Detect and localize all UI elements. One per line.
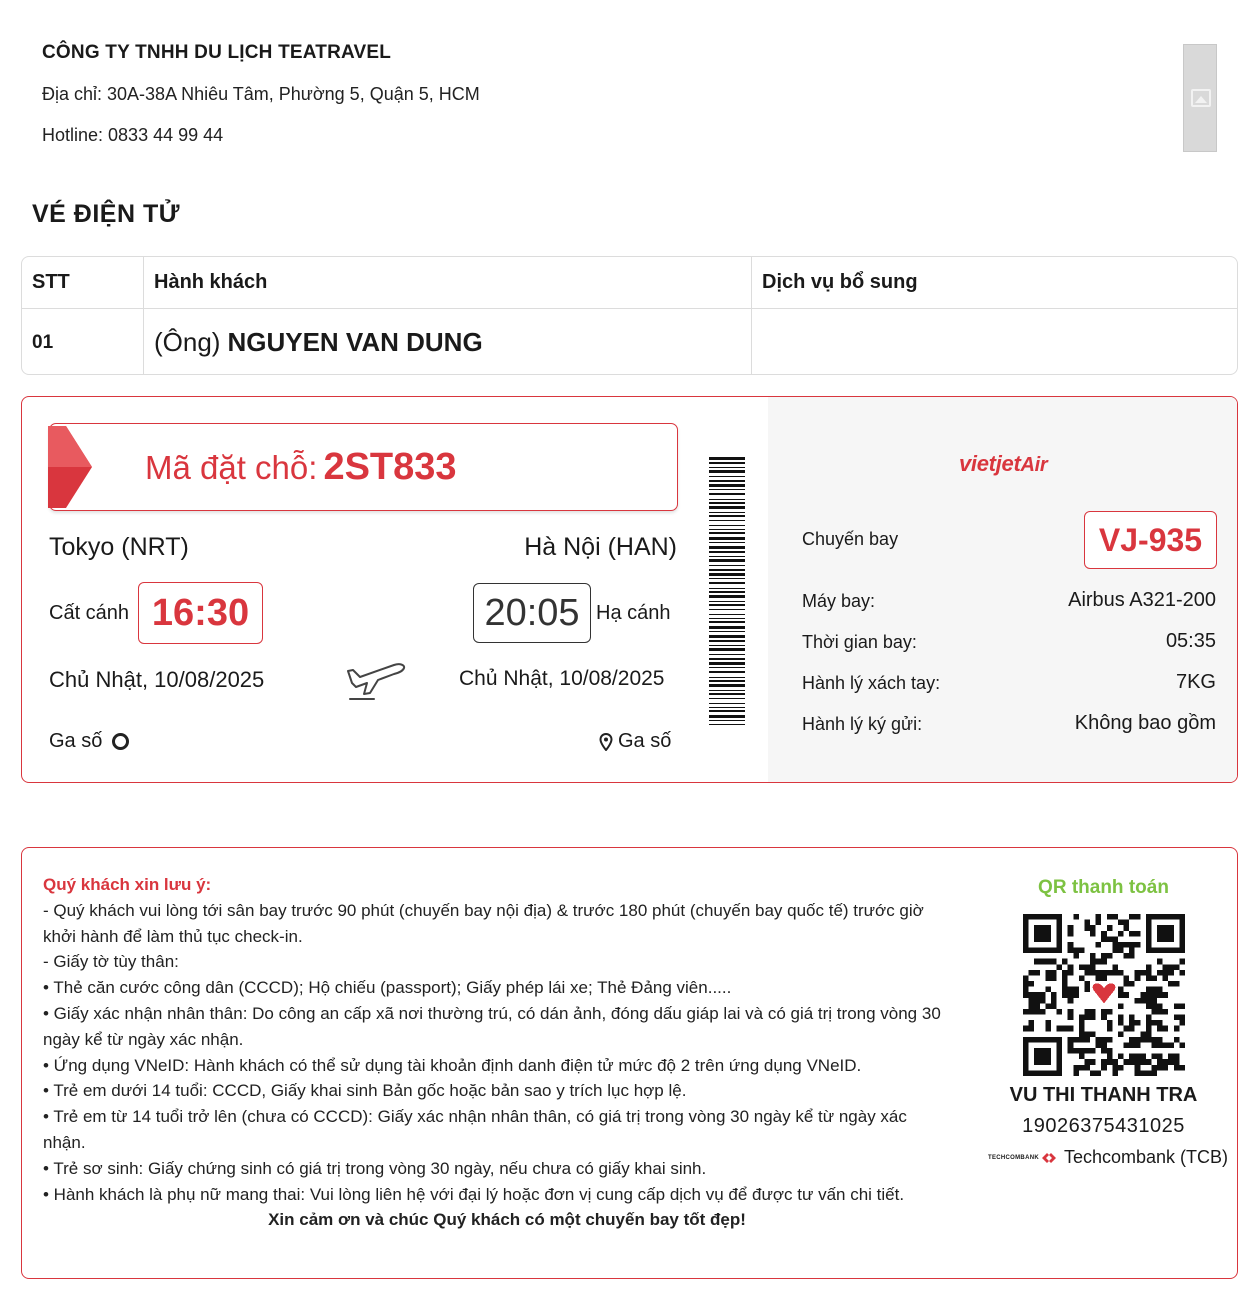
checked-baggage-value: Không bao gồm bbox=[1074, 712, 1216, 734]
note-line: - Quý khách vui lòng tới sân bay trước 90 phút (chuyến bay nội địa) & trước 180 phút (chuyến bay quốc tế) trước giờ khởi hành để làm thủ tục check-in. bbox=[43, 900, 924, 946]
note-line: • Ứng dụng VNeID: Hành khách có thể sử dụng tài khoản định danh điện tử mức độ 2 trên ứng dụng VNeID. bbox=[43, 1055, 862, 1075]
passenger-name: NGUYEN VAN DUNG bbox=[227, 327, 483, 357]
arrival-label: Hạ cánh bbox=[596, 602, 671, 624]
company-name: CÔNG TY TNHH DU LỊCH TEATRAVEL bbox=[42, 42, 392, 63]
aircraft-label: Máy bay: bbox=[802, 591, 876, 611]
notes-body bbox=[43, 872, 943, 1233]
vietjet-logo bbox=[959, 451, 1047, 477]
techcombank-logo bbox=[988, 1153, 1056, 1163]
flight-info-panel bbox=[768, 397, 1238, 783]
note-line: • Giấy xác nhận nhân thân: Do công an cấp xã nơi thường trú, có dán ảnh, đóng dấu giáp lai và có giá trị trong vòng 30 ngày kể từ ngày xác nhận. bbox=[43, 1003, 941, 1049]
origin-city: Tokyo (NRT) bbox=[49, 533, 189, 561]
logo-main: vietjet bbox=[959, 451, 1021, 476]
flight-label: Chuyến bay bbox=[802, 529, 899, 549]
passenger-cell bbox=[143, 309, 751, 375]
departure-gate bbox=[49, 730, 129, 753]
duration-row bbox=[802, 628, 1216, 660]
header-passenger: Hành khách bbox=[143, 257, 751, 308]
passenger-no: 01 bbox=[32, 331, 54, 353]
barcode bbox=[709, 457, 745, 725]
note-line: - Giấy tờ tùy thân: bbox=[43, 952, 179, 972]
thanks-message: Xin cảm ơn và chúc Quý khách có một chuyến bay tốt đẹp! bbox=[268, 1210, 746, 1230]
arrival-time: 20:05 bbox=[473, 583, 591, 643]
duration-label: Thời gian bay: bbox=[802, 632, 917, 652]
bank-name: Techcombank (TCB) bbox=[1063, 1147, 1229, 1167]
arrival-date: Chủ Nhật, 10/08/2025 bbox=[459, 667, 665, 690]
aircraft-value: Airbus A321-200 bbox=[1068, 589, 1216, 611]
booking-code bbox=[145, 446, 457, 489]
note-line: • Trẻ sơ sinh: Giấy chứng sinh có giá trị trong vòng 30 ngày, nếu chưa có giấy khai sinh. bbox=[43, 1158, 707, 1178]
image-placeholder bbox=[1183, 44, 1217, 152]
departure-time: 16:30 bbox=[138, 582, 263, 644]
qr-code[interactable] bbox=[1023, 914, 1185, 1076]
booking-code-value: 2ST833 bbox=[323, 446, 457, 488]
payment-qr-area bbox=[972, 848, 1239, 1278]
table-header-row bbox=[22, 257, 1237, 309]
airplane-takeoff-icon bbox=[344, 653, 408, 703]
company-hotline: Hotline: 0833 44 99 44 bbox=[42, 125, 224, 145]
note-line: • Thẻ căn cước công dân (CCCD); Hộ chiếu (passport); Giấy phép lái xe; Thẻ Đảng viên..... bbox=[43, 978, 732, 998]
flight-number: VJ-935 bbox=[1084, 511, 1217, 569]
bank-diamond-icon bbox=[1042, 1153, 1056, 1163]
arrival-gate bbox=[599, 730, 671, 753]
table-row bbox=[22, 309, 1237, 375]
arrival-gate-label: Ga số bbox=[618, 730, 672, 752]
bank-info bbox=[988, 1147, 1228, 1168]
carry-on-row bbox=[802, 669, 1216, 701]
location-pin-icon bbox=[599, 733, 613, 751]
account-number: 19026375431025 bbox=[1022, 1115, 1185, 1137]
booking-code-box bbox=[49, 423, 678, 511]
circle-icon bbox=[112, 733, 129, 750]
notes-title: Quý khách xin lưu ý: bbox=[43, 875, 212, 894]
document-title: VÉ ĐIỆN TỬ bbox=[32, 200, 180, 228]
header-no: STT bbox=[32, 271, 70, 293]
arrow-icon bbox=[48, 426, 92, 508]
carry-on-label: Hành lý xách tay: bbox=[802, 673, 941, 693]
destination-city: Hà Nội (HAN) bbox=[524, 533, 677, 561]
bank-logo-text: TECHCOMBANK bbox=[988, 1154, 1039, 1161]
passenger-title: (Ông) bbox=[154, 327, 221, 357]
checked-baggage-label: Hành lý ký gửi: bbox=[802, 714, 923, 734]
note-line: • Trẻ em từ 14 tuổi trở lên (chưa có CCCD): Giấy xác nhận nhân thân, có giá trị trong vòng 30 ngày kể từ ngày xác nhận. bbox=[43, 1107, 907, 1152]
passenger-table bbox=[21, 256, 1238, 375]
booking-code-label: Mã đặt chỗ: bbox=[145, 449, 318, 486]
flight-ticket bbox=[21, 396, 1238, 783]
passenger-services bbox=[751, 309, 1238, 375]
note-line: • Trẻ em dưới 14 tuổi: CCCD, Giấy khai sinh Bản gốc hoặc bản sao y trích lục hợp lệ. bbox=[43, 1081, 687, 1101]
departure-gate-label: Ga số bbox=[49, 730, 103, 752]
notes-box bbox=[21, 847, 1238, 1279]
account-name: VU THI THANH TRA bbox=[1009, 1084, 1198, 1106]
duration-value: 05:35 bbox=[1165, 630, 1216, 652]
carry-on-value: 7KG bbox=[1175, 671, 1216, 693]
checked-baggage-row bbox=[802, 710, 1216, 742]
logo-air: Air bbox=[1020, 454, 1048, 476]
image-icon bbox=[1191, 89, 1211, 107]
header-services: Dịch vụ bổ sung bbox=[751, 257, 1238, 308]
company-info bbox=[42, 42, 480, 146]
note-line: • Hành khách là phụ nữ mang thai: Vui lòng liên hệ với đại lý hoặc đơn vị cung cấp dịch vụ để được tư vấn chi tiết. bbox=[43, 1184, 905, 1204]
company-address: Địa chỉ: 30A-38A Nhiêu Tâm, Phường 5, Quận 5, HCM bbox=[42, 84, 480, 104]
aircraft-row bbox=[802, 587, 1216, 619]
departure-label: Cất cánh bbox=[49, 602, 130, 624]
departure-date: Chủ Nhật, 10/08/2025 bbox=[49, 667, 265, 692]
qr-title: QR thanh toán bbox=[1038, 877, 1169, 898]
